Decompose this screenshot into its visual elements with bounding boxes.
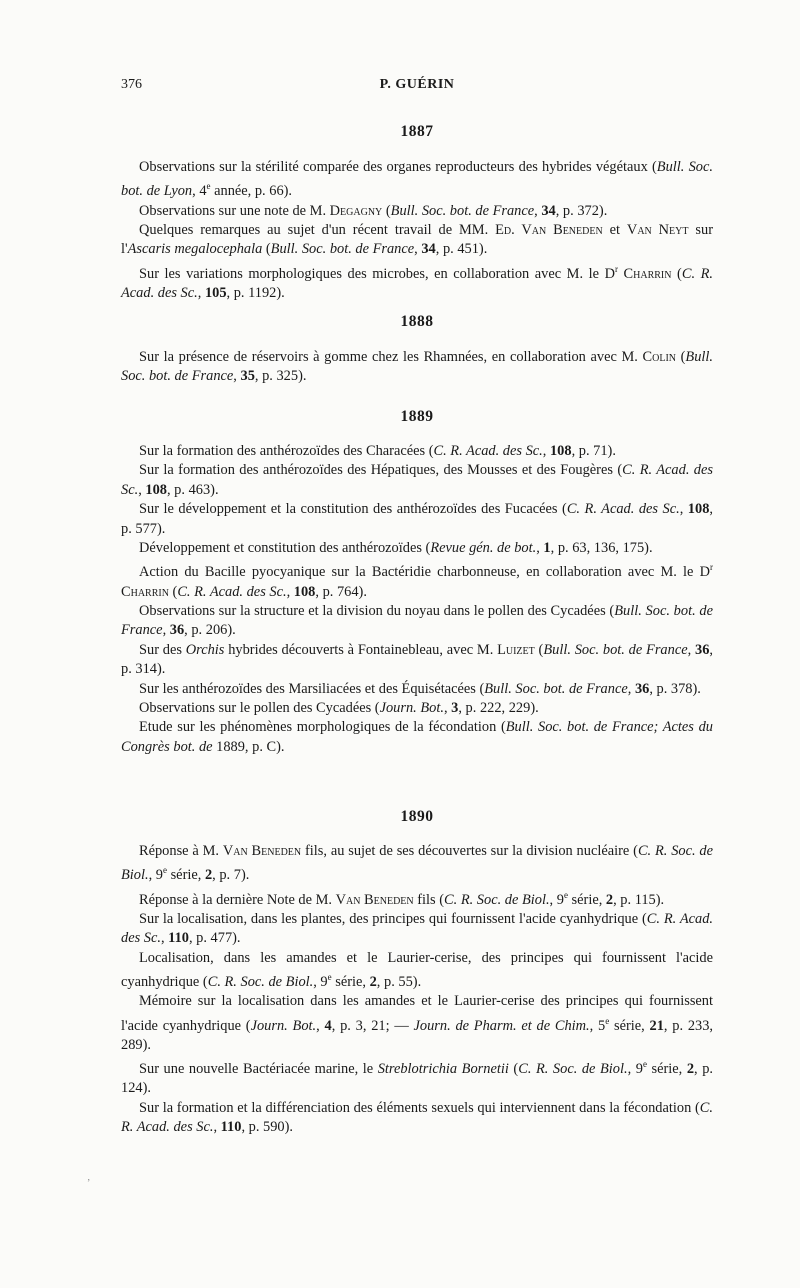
bibliography-entry: [121, 539, 713, 558]
volume-number: 108: [687, 501, 710, 518]
entry-text: e: [563, 889, 568, 900]
bibliography-entry: [121, 558, 713, 602]
author-name: Charrin: [623, 265, 672, 282]
entry-text: Mémoire sur la localisation dans les amandes et le Laurier-cerise des principes qui fournissent l'acide cyanhydrique (: [121, 993, 713, 1034]
bibliography-entry: [121, 260, 713, 304]
entry-text: r: [710, 562, 713, 573]
entry-text: série,: [646, 1061, 687, 1078]
volume-number: 36: [169, 622, 185, 639]
entry-text: , p. 3, 21; —: [331, 1017, 414, 1034]
citation-italic: Bull. Soc. bot. de France: [543, 641, 688, 658]
bibliography-entry: [121, 886, 713, 910]
entry-text: , p. 477).: [188, 930, 241, 947]
page-number: 376: [121, 77, 142, 92]
entry-text: Développement et constitution des anthérozoïdes (: [139, 540, 431, 557]
entry-text: e: [162, 865, 167, 876]
entry-text: Action du Bacille pyocyanique sur la Bactéridie charbonneuse, en collaboration avec M. le D: [139, 564, 710, 581]
entry-text: ,: [443, 700, 452, 717]
entry-text: ,: [536, 540, 544, 557]
entries-1887: [121, 158, 713, 303]
volume-number: 108: [293, 583, 316, 600]
citation-italic: C. R. Acad. des Sc.: [121, 265, 713, 302]
citation-italic: C. R. Soc. de Biol.: [444, 891, 550, 908]
author-name: Degagny: [329, 202, 383, 219]
bibliography-entry: [121, 1099, 713, 1138]
entry-text: ,: [542, 443, 550, 459]
author-name: Charrin: [121, 583, 169, 600]
volume-number: 21: [649, 1017, 664, 1034]
entry-text: 1889, p. C).: [212, 738, 285, 755]
bibliography-entry: [121, 718, 713, 757]
citation-italic: Journ. Bot.: [379, 700, 444, 717]
volume-number: 35: [240, 368, 255, 385]
volume-number: 2: [605, 891, 614, 908]
volume-number: 110: [220, 1119, 242, 1136]
entry-text: Sur des: [139, 641, 186, 658]
entry-text: Sur les anthérozoïdes des Marsiliacées et des Équisétacées (: [139, 680, 485, 697]
citation-italic: Journ. de Pharm. et de Chim.: [413, 1017, 590, 1034]
entry-text: Réponse à la dernière Note de M.: [139, 891, 336, 908]
volume-number: 110: [168, 930, 189, 947]
bibliography-entry: [121, 500, 713, 539]
entry-text: Sur le développement et la constitution des anthérozoïdes des Fucacées (: [139, 501, 567, 518]
author-name: Luizet: [497, 641, 535, 658]
entry-text: , p. 7).: [212, 867, 250, 884]
entries-1889: [121, 442, 713, 757]
entries-1890: [121, 842, 713, 1138]
entry-text: Etude sur les phénomènes morphologiques de la fécondation (: [139, 719, 506, 736]
entry-text: ,: [138, 481, 146, 498]
entry-text: , p. 63, 136, 175).: [550, 540, 653, 557]
entry-text: , 5: [589, 1017, 606, 1034]
entry-text: série,: [609, 1017, 650, 1034]
author-name: Van Beneden: [222, 843, 302, 859]
entry-text: année, p. 66).: [210, 183, 293, 200]
entry-text: e: [327, 972, 332, 983]
citation-italic: Bull. Soc. bot. de France: [484, 680, 628, 697]
citation-italic: Bull. Soc. bot. de France: [121, 349, 714, 385]
entry-text: Sur la présence de réservoirs à gomme chez les Rhamnées, en collaboration avec M.: [139, 349, 643, 365]
volume-number: 2: [204, 867, 213, 884]
citation-italic: C. R. Acad. des Sc.: [566, 501, 680, 518]
entry-text: , p. 55).: [376, 973, 422, 990]
entry-text: e: [206, 181, 211, 192]
volume-number: 2: [686, 1061, 695, 1078]
entry-text: série,: [567, 891, 606, 908]
scan-speck: ʼ: [87, 1178, 91, 1189]
entry-text: ,: [213, 1119, 221, 1136]
citation-italic: Bull. Soc. bot. de France: [121, 603, 713, 639]
entry-text: , p. 325).: [254, 368, 307, 385]
bibliography-entry: [121, 221, 713, 260]
citation-italic: C. R. Soc. de Biol.: [121, 843, 714, 884]
entry-text: , p. 1192).: [226, 285, 285, 302]
volume-number: 4: [324, 1017, 332, 1034]
year-heading-1887: 1887: [400, 123, 434, 140]
citation-italic: Bull. Soc. bot. de Lyon: [121, 159, 713, 200]
entry-text: hybrides découverts à Fontainebleau, avec M.: [224, 641, 498, 658]
bibliography-entry: [121, 699, 713, 718]
author-name: Ed. Van Beneden: [495, 222, 603, 239]
entry-text: fils, au sujet de ses découvertes sur la division nucléaire (: [301, 843, 638, 859]
entry-text: , p. 222, 229).: [458, 700, 539, 717]
entry-text: Observations sur la structure et la division du noyau dans le pollen des Cycadées (: [139, 603, 615, 620]
bibliography-entry: [121, 348, 713, 387]
bibliography-entry: [121, 680, 713, 699]
entry-text: , p. 764).: [315, 583, 367, 600]
volume-number: 105: [204, 285, 227, 302]
entry-text: , p. 372).: [555, 202, 608, 219]
entry-text: (: [508, 1061, 519, 1078]
entry-text: , 9: [627, 1061, 643, 1078]
volume-number: 3: [451, 700, 459, 717]
entry-text: ,: [286, 583, 294, 600]
entry-text: ,: [197, 285, 205, 302]
entry-text: r: [614, 263, 618, 274]
bibliography-entry: [121, 992, 713, 1055]
entry-text: (: [382, 202, 391, 219]
year-heading-1888: 1888: [400, 313, 434, 330]
volume-number: 1: [543, 540, 551, 557]
entry-text: Réponse à M.: [139, 843, 223, 859]
bibliography-entry: [121, 910, 713, 949]
citation-italic: Bull. Soc. bot. de France; Actes du Congrès bot. de: [121, 719, 713, 755]
entry-text: fils (: [413, 891, 445, 908]
page-header: [121, 77, 713, 97]
author-name: Colin: [642, 349, 676, 365]
entry-text: Observations sur une note de M.: [139, 202, 330, 219]
entry-text: ,: [687, 641, 695, 658]
citation-italic: Bull. Soc. bot. de France: [390, 202, 535, 219]
entry-text: série,: [166, 867, 205, 884]
citation-italic: C. R. Acad. des Sc.: [177, 583, 287, 600]
entry-text: e: [605, 1015, 610, 1026]
entry-text: Observations sur le pollen des Cycadées (: [139, 700, 380, 717]
bibliography-entry: [121, 442, 713, 461]
volume-number: 108: [549, 443, 572, 459]
citation-italic: C. R. Acad. des Sc.: [121, 910, 713, 947]
author-name: Van Neyt: [626, 222, 689, 239]
year-heading-1889: 1889: [400, 408, 434, 425]
volume-number: 108: [145, 481, 167, 498]
year-heading-1890: 1890: [400, 808, 434, 825]
volume-number: 34: [421, 241, 436, 258]
entry-text: (: [262, 241, 271, 258]
entry-text: et: [602, 222, 627, 239]
citation-italic: Ascaris megalocephala: [127, 241, 263, 258]
entry-text: , p. 451).: [435, 241, 488, 258]
entry-text: sur l': [121, 222, 713, 258]
entry-text: , p. 314).: [121, 641, 713, 678]
entry-text: Sur les variations morphologiques des microbes, en collaboration avec M. le D: [139, 265, 615, 282]
bibliography-entry: [121, 842, 713, 886]
entry-text: ,: [679, 501, 688, 518]
running-head: P. GUÉRIN: [379, 77, 455, 92]
citation-italic: C. R. Soc. de Biol.: [518, 1061, 628, 1078]
entry-text: Sur la formation des anthérozoïdes des Characées (: [139, 443, 434, 459]
entry-text: Localisation, dans les amandes et le Laurier-cerise, des principes qui fournissent l'acide cyanhydrique (: [121, 949, 713, 990]
entry-text: (: [671, 265, 682, 282]
entry-text: , p. 71).: [571, 443, 616, 459]
bibliography-entry: [121, 1055, 713, 1099]
entry-text: Sur une nouvelle Bactériacée marine, le: [139, 1061, 378, 1078]
entry-text: ,: [316, 1017, 325, 1034]
entry-text: , p. 463).: [166, 481, 219, 498]
entry-text: , p. 590).: [241, 1119, 294, 1136]
author-name: Van Beneden: [335, 891, 414, 908]
entry-text: ,: [160, 930, 169, 947]
bibliography-entry: [121, 641, 713, 680]
citation-italic: Streblotrichia Bornetii: [377, 1061, 509, 1078]
bibliography-entry: [121, 202, 713, 221]
entry-text: série,: [331, 973, 370, 990]
citation-italic: C. R. Acad. des Sc.: [121, 462, 713, 498]
entry-text: ,: [162, 622, 170, 639]
entry-text: ,: [627, 680, 635, 697]
entry-text: Sur la formation et la différenciation des éléments sexuels qui interviennent dans la fécondation (: [139, 1099, 700, 1116]
citation-italic: C. R. Acad. des Sc.: [433, 443, 543, 459]
entry-text: Quelques remarques au sujet d'un récent travail de MM.: [139, 222, 496, 239]
volume-number: 36: [634, 680, 650, 697]
citation-italic: C. R. Acad. des Sc.: [121, 1099, 713, 1136]
entry-text: ,: [414, 241, 422, 258]
entry-text: e: [642, 1059, 647, 1070]
citation-italic: Revue gén. de bot.: [430, 540, 537, 557]
citation-italic: Bull. Soc. bot. de France: [270, 241, 415, 258]
entry-text: , 9: [549, 891, 564, 908]
volume-number: 34: [541, 202, 556, 219]
entry-text: , p. 206).: [184, 622, 236, 639]
volume-number: 36: [695, 641, 710, 658]
volume-number: 2: [369, 973, 377, 990]
entry-text: Sur la formation des anthérozoïdes des Hépatiques, des Mousses et des Fougères (: [139, 462, 623, 479]
bibliography-entry: [121, 949, 713, 993]
entry-text: , p. 124).: [121, 1061, 713, 1097]
entry-text: , p. 115).: [613, 891, 665, 908]
entry-text: Sur la localisation, dans les plantes, des principes qui fournissent l'acide cyanhydrique (: [139, 910, 647, 927]
entry-text: , p. 378).: [649, 680, 701, 697]
entry-text: ,: [534, 202, 542, 219]
bibliography-entry: [121, 602, 713, 641]
entry-text: , p. 577).: [121, 501, 713, 537]
entry-text: , 4: [192, 183, 207, 200]
entry-text: (: [168, 583, 178, 600]
bibliography-entry: [121, 158, 713, 202]
entries-1888: [121, 348, 713, 387]
citation-italic: Journ. Bot.: [250, 1017, 317, 1034]
entry-text: (: [676, 349, 686, 365]
citation-italic: C. R. Soc. de Biol.: [207, 973, 314, 990]
entry-text: (: [534, 641, 544, 658]
entry-text: ,: [233, 368, 241, 385]
bibliography-entry: [121, 461, 713, 500]
entry-text: , 9: [313, 973, 328, 990]
entry-text: , p. 233, 289).: [121, 1017, 714, 1053]
entry-text: Observations sur la stérilité comparée des organes reproducteurs des hybrides végétaux (: [139, 159, 657, 175]
entry-text: , 9: [148, 867, 163, 884]
citation-italic: Orchis: [185, 641, 225, 658]
